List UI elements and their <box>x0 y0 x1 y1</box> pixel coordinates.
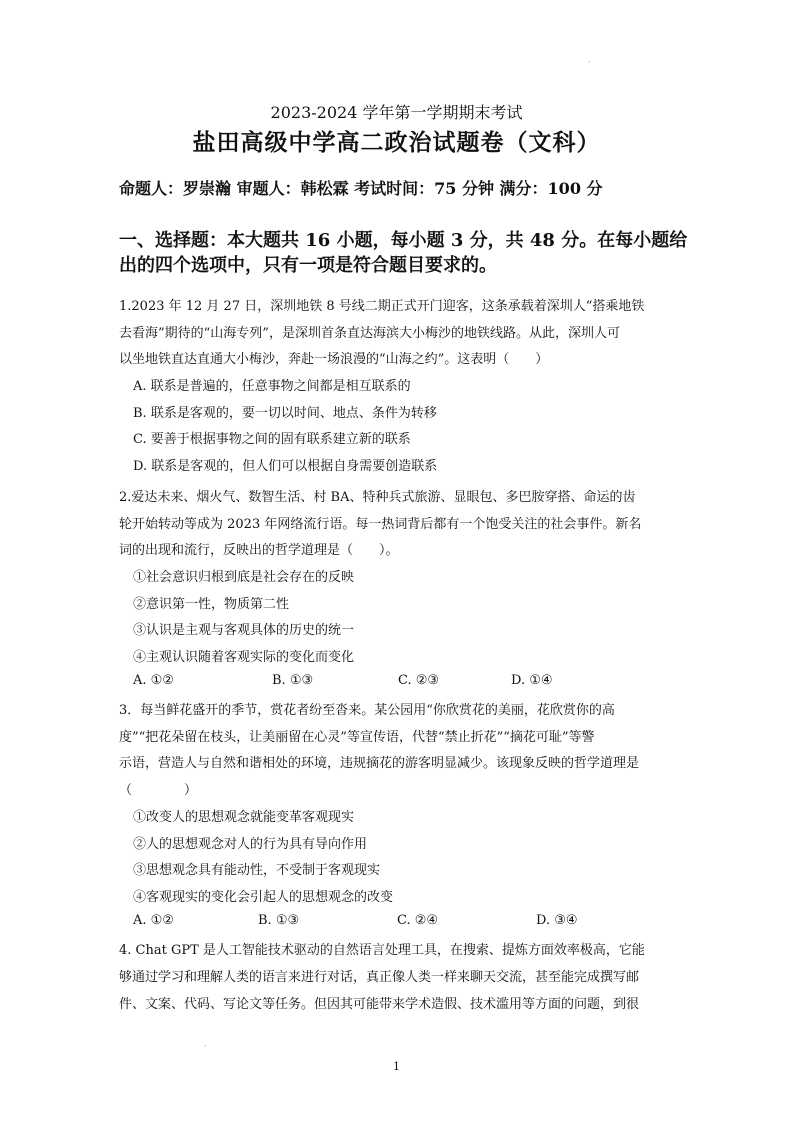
question-text-line: 度”“把花朵留在枝头，让美丽留在心灵”等宣传语，代替“禁止折花”“摘花可耻”等警 <box>119 730 595 745</box>
page-number: 1 <box>393 1060 400 1073</box>
question-text-line: 去看海”期待的“山海专列”，是深圳首条直达海滨大小梅沙的地铁线路。从此，深圳人可 <box>119 326 620 341</box>
question-text-line: 示语，营造人与自然和谐相处的环境，违规摘花的游客明显减少。该现象反映的哲学道理是 <box>119 756 640 771</box>
scan-speck: · <box>204 1042 207 1051</box>
choice-b: B. ①③ <box>258 913 300 928</box>
choice-c: C. ②③ <box>398 673 440 688</box>
option-a: A. 联系是普遍的，任意事物之间都是相互联系的 <box>133 379 411 394</box>
exam-meta: 命题人：罗崇瀚 审题人：韩松霖 考试时间：75 分钟 满分：100 分 <box>119 179 603 198</box>
statement-2: ②人的思想观念对人的行为具有导向作用 <box>133 837 368 852</box>
statement-4: ④主观认识随着客观实际的变化而变化 <box>133 650 355 665</box>
statement-1: ①社会意识归根到底是社会存在的反映 <box>133 570 355 585</box>
choice-c: C. ②④ <box>397 913 439 928</box>
statement-1: ①改变人的思想观念就能变革客观现实 <box>133 810 355 825</box>
choice-b: B. ①③ <box>272 673 314 688</box>
question-text-line: 1.2023 年 12 月 27 日，深圳地铁 8 号线二期正式开门迎客，这条承载着深圳人“搭乘地铁 <box>119 299 645 314</box>
choice-d: D. ①④ <box>511 673 553 688</box>
question-text-line: （ ） <box>119 783 198 798</box>
question-text-line: 以坐地铁直达直通大小梅沙，奔赴一场浪漫的“山海之约”。这表明（ ） <box>119 352 549 367</box>
exam-title: 盐田高级中学高二政治试题卷（文科） <box>192 129 601 156</box>
statement-4: ④客观现实的变化会引起人的思想观念的改变 <box>133 890 394 905</box>
question-text-line: 2.爱达未来、烟火气、数智生活、村 BA、特种兵式旅游、显眼包、多巴胺穿搭、命运的齿 <box>119 490 636 505</box>
question-text-line: 轮开始转动等成为 2023 年网络流行语。每一热词背后都有一个饱受关注的社会事件。新名 <box>119 517 642 532</box>
choice-d: D. ③④ <box>536 913 578 928</box>
choice-a: A. ①② <box>133 913 174 928</box>
question-text-line: 3．每当鲜花盛开的季节，赏花者纷至沓来。某公园用“你欣赏花的美丽，花欣赏你的高 <box>119 703 615 718</box>
statement-3: ③思想观念具有能动性，不受制于客观现实 <box>133 863 381 878</box>
question-text-line: 件、文案、代码、写论文等任务。但因其可能带来学术造假、技术滥用等方面的问题，到很 <box>119 997 640 1012</box>
section-heading-line-1: 一、选择题：本大题共 16 小题，每小题 3 分，共 48 分。在每小题给 <box>119 230 688 251</box>
question-text-line: 够通过学习和理解人类的语言来进行对话，真正像人类一样来聊天交流，甚至能完成撰写邮 <box>119 970 640 985</box>
question-text-line: 词的出现和流行，反映出的哲学道理是（ ）。 <box>119 543 399 558</box>
section-heading-line-2: 出的四个选项中，只有一项是符合题目要求的。 <box>119 255 497 276</box>
option-c: C. 要善于根据事物之间的固有联系建立新的联系 <box>133 432 411 447</box>
question-text-line: 4. Chat GPT 是人工智能技术驱动的自然语言处理工具，在搜索、提炼方面效率极高，它能 <box>119 943 645 958</box>
scan-speck: · <box>588 58 591 67</box>
statement-3: ③认识是主观与客观具体的历史的统一 <box>133 623 355 638</box>
option-d: D. 联系是客观的，但人们可以根据自身需要创造联系 <box>133 459 438 474</box>
option-b: B. 联系是客观的，要一切以时间、地点、条件为转移 <box>133 406 437 421</box>
statement-2: ②意识第一性，物质第二性 <box>133 597 290 612</box>
choice-a: A. ①② <box>133 673 174 688</box>
exam-subtitle: 2023-2024 学年第一学期期末考试 <box>270 103 523 122</box>
